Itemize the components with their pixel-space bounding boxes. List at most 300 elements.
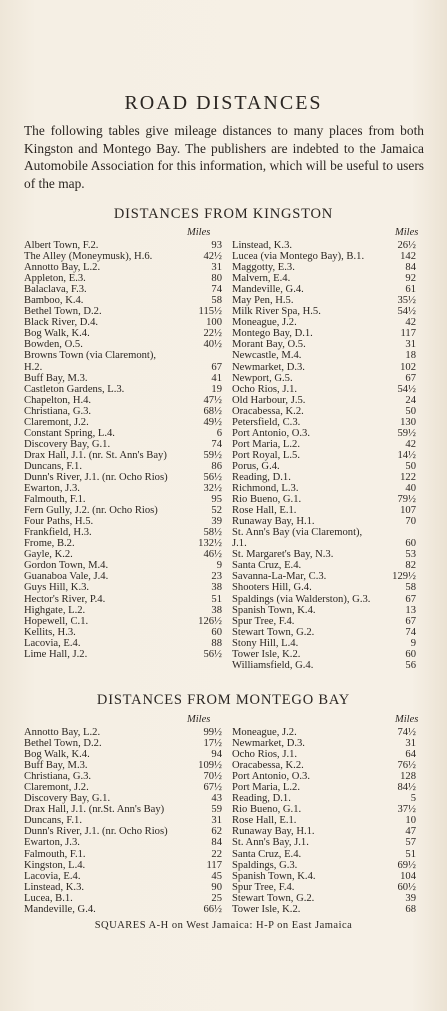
place-name: Reading, D.1.: [232, 471, 291, 483]
distance-row: [24, 373, 222, 384]
distance-row: [232, 339, 416, 350]
miles-value: 64: [405, 749, 416, 761]
distance-row: [232, 505, 416, 516]
miles-value: 66½: [203, 903, 222, 915]
distance-row: [232, 849, 416, 860]
miles-value: 52: [211, 505, 222, 517]
place-name: Castleton Gardens, L.3.: [24, 383, 125, 395]
place-name: Dunn's River, J.1. (nr. Ocho Rios): [24, 471, 168, 483]
miles-value: 41: [211, 372, 222, 384]
miles-value: 31: [211, 815, 222, 827]
place-name: Newmarket, D.3.: [232, 361, 305, 373]
montego-right-column: [232, 727, 416, 915]
place-name: Morant Bay, O.5.: [232, 339, 306, 351]
distance-row: [24, 760, 222, 771]
miles-value: 67: [211, 361, 222, 373]
place-name: Claremont, J.2.: [24, 782, 89, 794]
distance-row: [232, 328, 416, 339]
miles-value: 58: [211, 295, 222, 307]
distance-row: [232, 594, 416, 605]
miles-value: 39: [211, 516, 222, 528]
distance-row: [232, 882, 416, 893]
miles-value: 42½: [203, 251, 222, 263]
place-name: May Pen, H.5.: [232, 295, 294, 307]
place-name: Duncans, F.1.: [24, 460, 83, 472]
place-name: Port Royal, L.5.: [232, 449, 300, 461]
distance-row: [232, 527, 416, 538]
miles-value: 6: [216, 427, 222, 439]
distance-row: [24, 749, 222, 760]
miles-value: 126½: [198, 615, 222, 627]
miles-value: 54½: [397, 383, 416, 395]
miles-value: 99½: [203, 727, 222, 738]
miles-value: 74: [405, 626, 416, 638]
miles-value: 47: [405, 826, 416, 838]
miles-value: [200, 350, 222, 361]
place-name: Lime Hall, J.2.: [24, 648, 88, 660]
distance-row: [24, 362, 222, 373]
place-name: Hector's River, P.4.: [24, 593, 106, 605]
place-name: Santa Cruz, E.4.: [232, 560, 302, 572]
place-name: Tower Isle, K.2.: [232, 648, 301, 660]
distance-row: [24, 494, 222, 505]
miles-value: 59½: [203, 449, 222, 461]
miles-value: 68½: [203, 405, 222, 417]
miles-value: 67: [405, 593, 416, 605]
place-name: Milk River Spa, H.5.: [232, 306, 321, 318]
miles-value: 22: [211, 848, 222, 860]
miles-value: 40: [405, 483, 416, 495]
distance-row: [24, 627, 222, 638]
distance-row: [232, 406, 416, 417]
miles-value: 84: [405, 262, 416, 274]
distance-row: [232, 837, 416, 848]
distance-row: [24, 893, 222, 904]
squares-footnote: SQUARES A-H on West Jamaica: H-P on East Jamaica: [94, 920, 353, 931]
place-name: Lacovia, E.4.: [24, 870, 81, 882]
place-name: Bethel Town, D.2.: [24, 738, 102, 750]
miles-value: 32½: [203, 483, 222, 495]
place-name: Santa Cruz, E.4.: [232, 848, 302, 860]
place-name: Old Harbour, J.5.: [232, 394, 306, 406]
distance-row: [24, 262, 222, 273]
distance-row: [24, 594, 222, 605]
miles-value: 47½: [203, 394, 222, 406]
distance-row: [232, 284, 416, 295]
distance-row: [24, 605, 222, 616]
miles-value: 76½: [397, 760, 416, 772]
place-name: Gayle, K.2.: [24, 549, 73, 561]
miles-value: 31: [405, 738, 416, 750]
miles-value: 102: [400, 361, 416, 373]
miles-value: 38: [211, 604, 222, 616]
place-name: Spaldings (via Walderston), G.3.: [232, 593, 371, 605]
distance-row: [232, 571, 416, 582]
place-name: Porus, G.4.: [232, 460, 280, 472]
place-name: Port Maria, L.2.: [232, 438, 300, 450]
place-name: Stony Hill, L.4.: [232, 637, 299, 649]
miles-value: 50: [405, 405, 416, 417]
place-name: Newcastle, M.4.: [232, 350, 302, 362]
place-name: Savanna-La-Mar, C.3.: [232, 571, 327, 583]
miles-value: 26½: [397, 240, 416, 251]
miles-value: 45: [211, 870, 222, 882]
distance-row: [232, 826, 416, 837]
distance-row: [24, 384, 222, 395]
miles-value: 57: [405, 837, 416, 849]
place-name: Christiana, G.3.: [24, 405, 92, 417]
place-name: Bog Walk, K.4.: [24, 328, 90, 340]
place-name: Christiana, G.3.: [24, 771, 92, 783]
miles-value: [394, 527, 416, 538]
place-name: Montego Bay, D.1.: [232, 328, 313, 340]
place-name: Spanish Town, K.4.: [232, 604, 316, 616]
distance-row: [24, 439, 222, 450]
place-name: Browns Town (via Claremont),: [24, 350, 157, 362]
miles-value: 54½: [397, 306, 416, 318]
distance-row: [232, 384, 416, 395]
distance-row: [232, 605, 416, 616]
distance-row: [232, 439, 416, 450]
distance-row: [232, 616, 416, 627]
miles-value: 40½: [203, 339, 222, 351]
distance-row: [24, 284, 222, 295]
miles-value: 117: [206, 859, 222, 871]
miles-value: 130: [400, 416, 416, 428]
place-name: Spanish Town, K.4.: [232, 870, 316, 882]
miles-value: 69½: [397, 859, 416, 871]
miles-value: 88: [211, 637, 222, 649]
distance-row: [232, 417, 416, 428]
distance-row: [24, 350, 222, 361]
distance-row: [24, 549, 222, 560]
distance-row: [232, 749, 416, 760]
intro-paragraph: The following tables give mileage distances to many places from both Kingston and Montego Bay. The publishers are indebted to the Jamaica Automobile Association for this information, which will be useful to users of the map.: [24, 123, 424, 191]
place-name: Malvern, E.4.: [232, 273, 291, 285]
miles-value: 9: [410, 637, 416, 649]
miles-value: 60: [405, 648, 416, 660]
place-name: Frome, B.2.: [24, 538, 75, 550]
place-name: Falmouth, F.1.: [24, 494, 86, 506]
distance-row: [232, 306, 416, 317]
distance-row: [232, 871, 416, 882]
place-name: Richmond, L.3.: [232, 483, 299, 495]
distance-row: [232, 649, 416, 660]
place-name: Drax Hall, J.1. (nr.St. Ann's Bay): [24, 804, 165, 816]
place-name: Linstead, K.3.: [232, 240, 293, 251]
place-name: Ocho Rios, J.1.: [232, 383, 298, 395]
miles-value: 59½: [397, 427, 416, 439]
miles-value: 9: [216, 560, 222, 572]
distance-row: [232, 262, 416, 273]
distance-row: [232, 538, 416, 549]
miles-value: 10: [405, 815, 416, 827]
distance-row: [24, 860, 222, 871]
place-name: Rio Bueno, G.1.: [232, 494, 302, 506]
kingston-left-column: [24, 240, 222, 660]
place-name: Duncans, F.1.: [24, 815, 83, 827]
distance-row: [232, 516, 416, 527]
distance-row: [24, 251, 222, 262]
place-name: Bowden, O.5.: [24, 339, 83, 351]
distance-row: [232, 627, 416, 638]
miles-value: 49½: [203, 416, 222, 428]
miles-value: 128: [400, 771, 416, 783]
miles-value: 37½: [397, 804, 416, 816]
miles-value: 53: [405, 549, 416, 561]
place-name: Rose Hall, E.1.: [232, 505, 297, 517]
distance-row: [24, 638, 222, 649]
place-name: Port Maria, L.2.: [232, 782, 300, 794]
distance-row: [232, 240, 416, 251]
distance-row: [232, 461, 416, 472]
distance-row: [24, 616, 222, 627]
place-name: Runaway Bay, H.1.: [232, 826, 315, 838]
miles-value: 38: [211, 582, 222, 594]
distance-row: [232, 660, 416, 671]
distance-row: [24, 406, 222, 417]
place-name: St. Margaret's Bay, N.3.: [232, 549, 334, 561]
distance-row: [24, 560, 222, 571]
miles-value: 90: [211, 881, 222, 893]
miles-value: 67½: [203, 782, 222, 794]
montego-right-miles-label: Miles: [395, 714, 419, 725]
miles-value: 70½: [203, 771, 222, 783]
place-name: Runaway Bay, H.1.: [232, 516, 315, 528]
place-name: Gordon Town, M.4.: [24, 560, 109, 572]
place-name: Constant Spring, L.4.: [24, 427, 115, 439]
place-name: Highgate, L.2.: [24, 604, 86, 616]
distance-row: [24, 538, 222, 549]
distance-row: [232, 395, 416, 406]
distance-row: [24, 527, 222, 538]
distance-row: [24, 317, 222, 328]
distance-row: [24, 727, 222, 738]
montego-heading: DISTANCES FROM MONTEGO BAY: [96, 692, 351, 708]
miles-value: 84: [211, 837, 222, 849]
place-name: Rio Bueno, G.1.: [232, 804, 302, 816]
place-name: Ocho Rios, J.1.: [232, 749, 298, 761]
distance-row: [24, 793, 222, 804]
distance-row: [24, 505, 222, 516]
place-name: J.1.: [232, 538, 247, 550]
miles-value: 56: [405, 659, 416, 671]
place-name: Port Antonio, O.3.: [232, 427, 310, 439]
place-name: Annotto Bay, L.2.: [24, 262, 101, 274]
miles-value: 22½: [203, 328, 222, 340]
kingston-right-column: [232, 240, 416, 671]
distance-row: [24, 871, 222, 882]
place-name: Reading, D.1.: [232, 793, 291, 805]
distance-row: [24, 240, 222, 251]
distance-row: [232, 771, 416, 782]
place-name: Rose Hall, E.1.: [232, 815, 297, 827]
distance-row: [24, 649, 222, 660]
miles-value: 17½: [203, 738, 222, 750]
place-name: Petersfield, C.3.: [232, 416, 301, 428]
miles-value: 56½: [203, 471, 222, 483]
miles-value: 109½: [198, 760, 222, 772]
place-name: Lucea, B.1.: [24, 892, 73, 904]
miles-value: 58: [405, 582, 416, 594]
montego-left-miles-label: Miles: [187, 714, 211, 725]
kingston-left-miles-label: Miles: [187, 227, 211, 238]
distance-row: [232, 317, 416, 328]
distance-row: [232, 494, 416, 505]
place-name: Claremont, J.2.: [24, 416, 89, 428]
distance-row: [232, 273, 416, 284]
kingston-heading: DISTANCES FROM KINGSTON: [113, 206, 334, 222]
miles-value: 100: [206, 317, 222, 329]
place-name: Moneague, J.2.: [232, 727, 297, 738]
distance-row: [24, 738, 222, 749]
distance-row: [24, 472, 222, 483]
distance-row: [24, 882, 222, 893]
place-name: Four Paths, H.5.: [24, 516, 94, 528]
place-name: St. Ann's Bay (via Claremont),: [232, 527, 363, 539]
distance-row: [232, 804, 416, 815]
distance-row: [24, 782, 222, 793]
place-name: Linstead, K.3.: [24, 881, 85, 893]
miles-value: 74: [211, 438, 222, 450]
place-name: Kingston, L.4.: [24, 859, 86, 871]
distance-row: [232, 793, 416, 804]
place-name: Port Antonio, O.3.: [232, 771, 310, 783]
distance-row: [24, 483, 222, 494]
distance-row: [232, 638, 416, 649]
distance-row: [24, 395, 222, 406]
miles-value: 50: [405, 460, 416, 472]
place-name: Mandeville, G.4.: [232, 284, 304, 296]
miles-value: 79½: [397, 494, 416, 506]
place-name: Albert Town, F.2.: [24, 240, 99, 251]
place-name: Moneague, J.2.: [232, 317, 297, 329]
distance-row: [232, 782, 416, 793]
distance-row: [232, 350, 416, 361]
miles-value: 51: [405, 848, 416, 860]
place-name: Ewarton, J.3.: [24, 837, 80, 849]
place-name: Lacovia, E.4.: [24, 637, 81, 649]
kingston-right-miles-label: Miles: [395, 227, 419, 238]
place-name: Appleton, E.3.: [24, 273, 86, 285]
distance-row: [232, 472, 416, 483]
miles-value: 74½: [397, 727, 416, 738]
place-name: Discovery Bay, G.1.: [24, 793, 111, 805]
distance-row: [232, 295, 416, 306]
place-name: Oracabessa, K.2.: [232, 405, 304, 417]
miles-value: 42: [405, 438, 416, 450]
place-name: Newmarket, D.3.: [232, 738, 305, 750]
place-name: Kellits, H.3.: [24, 626, 76, 638]
place-name: Dunn's River, J.1. (nr. Ocho Rios): [24, 826, 168, 838]
miles-value: 67: [405, 615, 416, 627]
miles-value: 24: [405, 394, 416, 406]
distance-row: [232, 483, 416, 494]
miles-value: 107: [400, 505, 416, 517]
place-name: Balaclava, F.3.: [24, 284, 87, 296]
distance-row: [24, 904, 222, 915]
miles-value: 31: [405, 339, 416, 351]
miles-value: 35½: [397, 295, 416, 307]
miles-value: 60½: [397, 881, 416, 893]
distance-row: [232, 450, 416, 461]
miles-value: 142: [400, 251, 416, 263]
place-name: Bamboo, K.4.: [24, 295, 84, 307]
distance-row: [24, 273, 222, 284]
miles-value: 104: [400, 870, 416, 882]
place-name: Falmouth, F.1.: [24, 848, 86, 860]
distance-row: [232, 904, 416, 915]
place-name: Frankfield, H.3.: [24, 527, 92, 539]
miles-value: 129½: [392, 571, 416, 583]
miles-value: 68: [405, 903, 416, 915]
distance-row: [24, 771, 222, 782]
place-name: Spur Tree, F.4.: [232, 881, 295, 893]
place-name: Guys Hill, K.3.: [24, 582, 90, 594]
place-name: Buff Bay, M.3.: [24, 372, 88, 384]
miles-value: 95: [211, 494, 222, 506]
place-name: The Alley (Moneymusk), H.6.: [24, 251, 153, 263]
miles-value: 43: [211, 793, 222, 805]
place-name: Tower Isle, K.2.: [232, 903, 301, 915]
place-name: Maggotty, E.3.: [232, 262, 295, 274]
miles-value: 42: [405, 317, 416, 329]
distance-row: [232, 738, 416, 749]
place-name: Spur Tree, F.4.: [232, 615, 295, 627]
miles-value: 13: [405, 604, 416, 616]
miles-value: 74: [211, 284, 222, 296]
place-name: Discovery Bay, G.1.: [24, 438, 111, 450]
distance-row: [232, 582, 416, 593]
distance-row: [24, 849, 222, 860]
miles-value: 60: [211, 626, 222, 638]
distance-row: [24, 306, 222, 317]
miles-value: 39: [405, 892, 416, 904]
distance-row: [232, 860, 416, 871]
distance-row: [24, 450, 222, 461]
miles-value: 117: [400, 328, 416, 340]
miles-value: 5: [410, 793, 416, 805]
distance-row: [24, 582, 222, 593]
miles-value: 94: [211, 749, 222, 761]
page-title: ROAD DISTANCES: [124, 92, 323, 114]
place-name: Chapelton, H.4.: [24, 394, 92, 406]
place-name: Hopewell, C.1.: [24, 615, 89, 627]
miles-value: 18: [405, 350, 416, 362]
miles-value: 61: [405, 284, 416, 296]
miles-value: 70: [405, 516, 416, 528]
miles-value: 23: [211, 571, 222, 583]
distance-row: [24, 826, 222, 837]
distance-row: [24, 339, 222, 350]
distance-row: [232, 893, 416, 904]
place-name: Mandeville, G.4.: [24, 903, 96, 915]
place-name: Shooters Hill, G.4.: [232, 582, 312, 594]
miles-value: 46½: [203, 549, 222, 561]
miles-value: 115½: [198, 306, 222, 318]
place-name: Newport, G.5.: [232, 372, 293, 384]
place-name: Fern Gully, J.2. (nr. Ocho Rios): [24, 505, 158, 517]
miles-value: 93: [211, 240, 222, 251]
miles-value: 56½: [203, 648, 222, 660]
place-name: Stewart Town, G.2.: [232, 626, 315, 638]
miles-value: 86: [211, 460, 222, 472]
miles-value: 122: [400, 471, 416, 483]
place-name: Ewarton, J.3.: [24, 483, 80, 495]
distance-row: [232, 560, 416, 571]
miles-value: 62: [211, 826, 222, 838]
distance-row: [24, 461, 222, 472]
